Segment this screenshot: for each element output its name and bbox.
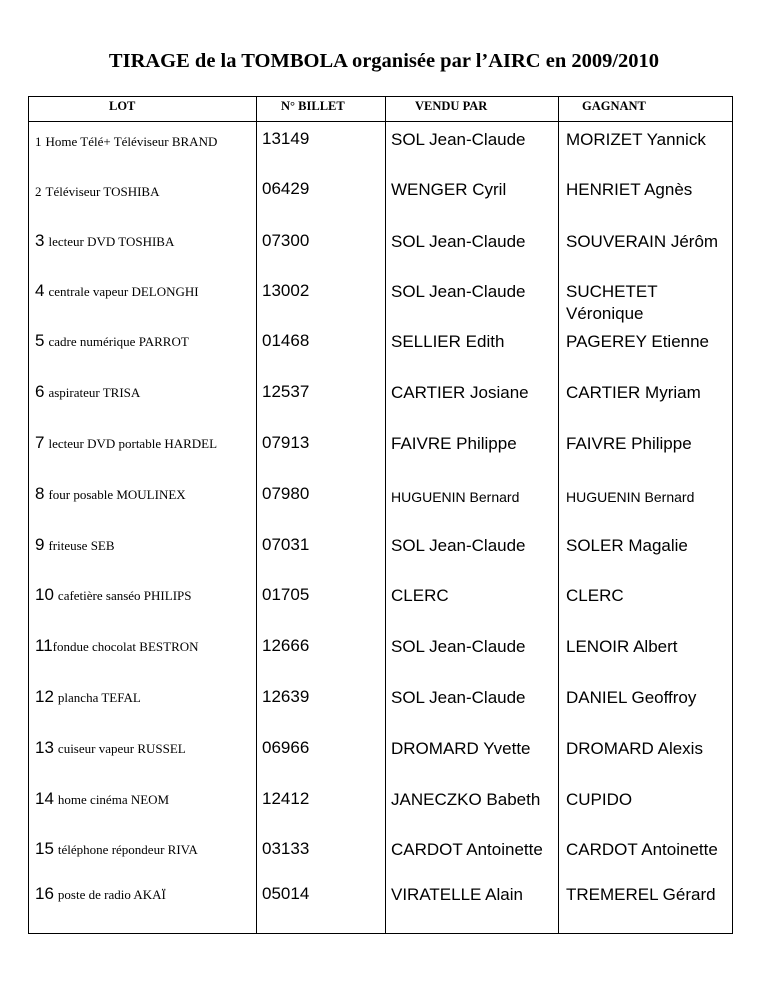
header-vendu: VENDU PAR bbox=[415, 99, 488, 113]
lot-number: 13 bbox=[35, 738, 54, 757]
header-billet: N° BILLET bbox=[281, 99, 345, 113]
lot-description: plancha TEFAL bbox=[57, 690, 141, 705]
winner-name: FAIVRE Philippe bbox=[566, 434, 692, 453]
lot-number: 5 bbox=[35, 331, 45, 350]
lot-cell bbox=[35, 636, 257, 656]
lot-number: 14 bbox=[35, 789, 54, 808]
lot-description: cafetière sanséo PHILIPS bbox=[57, 588, 192, 603]
lot-number: 8 bbox=[35, 484, 45, 503]
seller-name: SELLIER Edith bbox=[391, 332, 505, 351]
ticket-number: 07031 bbox=[262, 535, 310, 554]
ticket-number: 13002 bbox=[262, 281, 310, 300]
lot-cell bbox=[35, 382, 257, 402]
lot-number: 10 bbox=[35, 585, 54, 604]
seller-name: WENGER Cyril bbox=[391, 180, 507, 199]
winner-name: LENOIR Albert bbox=[566, 637, 678, 656]
winner-name: TREMEREL Gérard bbox=[566, 885, 716, 904]
lot-description: home cinéma NEOM bbox=[57, 792, 170, 807]
lot-cell bbox=[35, 585, 257, 605]
winner-name: CARTIER Myriam bbox=[566, 383, 701, 402]
lot-description: four posable MOULINEX bbox=[48, 487, 186, 502]
ticket-number: 13149 bbox=[262, 129, 310, 148]
ticket-number: 06966 bbox=[262, 738, 310, 757]
lot-description: téléphone répondeur RIVA bbox=[57, 842, 198, 857]
seller-name: SOL Jean-Claude bbox=[391, 688, 526, 707]
seller-name: SOL Jean-Claude bbox=[391, 637, 526, 656]
lot-description: poste de radio AKAÏ bbox=[57, 887, 166, 902]
seller-name: SOL Jean-Claude bbox=[391, 130, 526, 149]
lot-cell bbox=[35, 433, 257, 453]
column-divider bbox=[558, 97, 559, 933]
seller-name: JANECZKO Babeth bbox=[391, 790, 541, 809]
lot-description: lecteur DVD TOSHIBA bbox=[48, 234, 175, 249]
ticket-number: 03133 bbox=[262, 839, 310, 858]
lot-description: cadre numérique PARROT bbox=[48, 334, 189, 349]
lot-number: 9 bbox=[35, 535, 45, 554]
page-title: TIRAGE de la TOMBOLA organisée par l’AIRC en 2009/2010 bbox=[108, 50, 660, 72]
lot-description: centrale vapeur DELONGHI bbox=[48, 284, 199, 299]
lot-cell bbox=[35, 183, 257, 201]
winner-name: PAGEREY Etienne bbox=[566, 332, 710, 351]
ticket-number: 05014 bbox=[262, 884, 310, 903]
seller-name: SOL Jean-Claude bbox=[391, 536, 526, 555]
lot-number: 1 bbox=[35, 134, 42, 149]
winner-name: DANIEL Geoffroy bbox=[566, 688, 697, 707]
lot-description: lecteur DVD portable HARDEL bbox=[48, 436, 218, 451]
lot-description: aspirateur TRISA bbox=[48, 385, 141, 400]
lot-description: Home Télé+ Téléviseur BRAND bbox=[45, 134, 218, 149]
lot-cell bbox=[35, 789, 257, 809]
lot-cell bbox=[35, 687, 257, 707]
seller-name: HUGUENIN Bernard bbox=[391, 489, 520, 505]
seller-name: VIRATELLE Alain bbox=[391, 885, 523, 904]
winner-name: DROMARD Alexis bbox=[566, 739, 703, 758]
lot-cell bbox=[35, 133, 257, 151]
ticket-number: 07913 bbox=[262, 433, 310, 452]
winner-name: SOUVERAIN Jérôm bbox=[566, 232, 719, 251]
winner-name: CLERC bbox=[566, 586, 624, 605]
winner-name: SOLER Magalie bbox=[566, 536, 688, 555]
lot-number: 6 bbox=[35, 382, 45, 401]
lot-cell bbox=[35, 484, 257, 504]
winner-name: SUCHETET Véronique bbox=[566, 282, 658, 323]
ticket-number: 12666 bbox=[262, 636, 310, 655]
lot-number: 16 bbox=[35, 884, 54, 903]
lot-description: fondue chocolat BESTRON bbox=[52, 639, 199, 654]
ticket-number: 12537 bbox=[262, 382, 310, 401]
winner-name: HENRIET Agnès bbox=[566, 180, 693, 199]
winner-name: CUPIDO bbox=[566, 790, 633, 809]
ticket-number: 01468 bbox=[262, 331, 310, 350]
ticket-number: 07980 bbox=[262, 484, 310, 503]
seller-name: SOL Jean-Claude bbox=[391, 232, 526, 251]
seller-name: DROMARD Yvette bbox=[391, 739, 531, 758]
tombola-table bbox=[28, 96, 733, 934]
header-gagnant: GAGNANT bbox=[582, 99, 646, 113]
seller-name: CARDOT Antoinette bbox=[391, 840, 543, 859]
winner-name: MORIZET Yannick bbox=[566, 130, 706, 149]
lot-number: 12 bbox=[35, 687, 54, 706]
ticket-number: 07300 bbox=[262, 231, 310, 250]
lot-cell bbox=[35, 884, 257, 904]
ticket-number: 12412 bbox=[262, 789, 310, 808]
lot-description: cuiseur vapeur RUSSEL bbox=[57, 741, 186, 756]
lot-cell bbox=[35, 281, 257, 301]
lot-cell bbox=[35, 738, 257, 758]
lot-number: 2 bbox=[35, 184, 42, 199]
lot-cell bbox=[35, 839, 257, 859]
seller-name: FAIVRE Philippe bbox=[391, 434, 517, 453]
header-separator bbox=[29, 121, 732, 122]
lot-number: 15 bbox=[35, 839, 54, 858]
lot-description: Téléviseur TOSHIBA bbox=[45, 184, 160, 199]
lot-cell bbox=[35, 331, 257, 351]
lot-description: friteuse SEB bbox=[48, 538, 115, 553]
lot-number: 4 bbox=[35, 281, 45, 300]
lot-number: 11 bbox=[35, 636, 53, 655]
ticket-number: 01705 bbox=[262, 585, 310, 604]
lot-cell bbox=[35, 231, 257, 251]
winner-name: CARDOT Antoinette bbox=[566, 840, 718, 859]
lot-number: 7 bbox=[35, 433, 45, 452]
lot-cell bbox=[35, 535, 257, 555]
header-lot: LOT bbox=[109, 99, 136, 113]
seller-name: CARTIER Josiane bbox=[391, 383, 529, 402]
seller-name: CLERC bbox=[391, 586, 449, 605]
ticket-number: 12639 bbox=[262, 687, 310, 706]
seller-name: SOL Jean-Claude bbox=[391, 282, 526, 301]
ticket-number: 06429 bbox=[262, 179, 310, 198]
winner-name: HUGUENIN Bernard bbox=[566, 489, 695, 505]
lot-number: 3 bbox=[35, 231, 45, 250]
